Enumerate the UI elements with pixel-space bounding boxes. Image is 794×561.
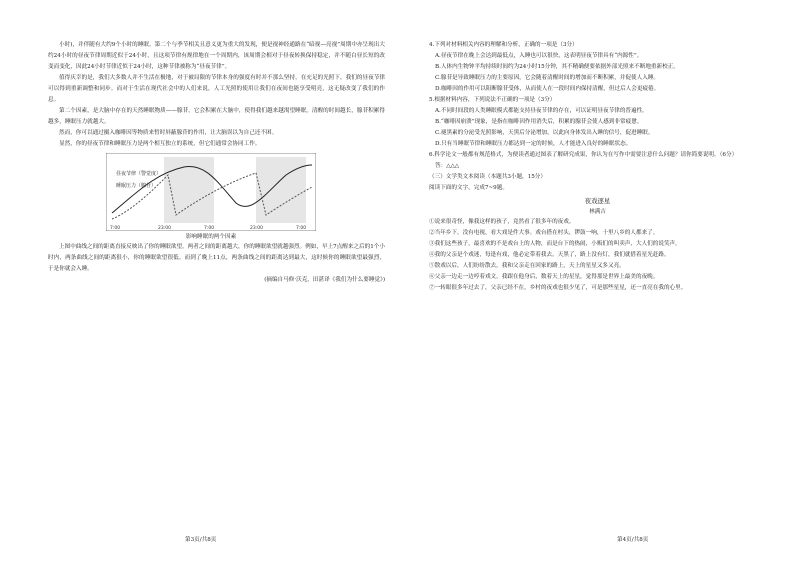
section-heading: （三）文学类文本阅读（本题共3小题，15分）	[429, 174, 546, 180]
question-4-option: D.咖啡因的作用可以阻断腺苷受体，从而使人在一段时间内保持清醒，但过后人会更疲倦。	[435, 86, 660, 92]
story-paragraph: ⑤散戏以后，人们纷纷散去，我和父亲走在回家的路上，天上的星星又多又亮。	[429, 263, 625, 269]
x-tick-label: 23:00	[250, 226, 263, 231]
curve-label-pressure: 睡眠压力（腺苷）	[116, 183, 157, 189]
right-page	[397, 0, 794, 561]
question-4-option: C.腺苷是导致睡眠压力的主要原因，它会随着清醒时间的增加而不断积累，并促使人入睡。	[435, 75, 660, 81]
story-paragraph: ⑥父亲一边走一边哼着戏文，我跟在他身后，数着天上的星星，觉得那是世界上最美的夜晚。	[429, 274, 659, 280]
x-tick-label: 7:00	[296, 226, 307, 231]
body-paragraph: 显然，你的昼夜节律和睡眠压力是两个相互独立的系统，但它们通常会协同工作。	[59, 141, 261, 147]
x-tick-label: 7:00	[110, 226, 121, 231]
sleep-factors-chart	[106, 153, 316, 231]
story-title: 夜戏逐星	[584, 197, 611, 205]
question-5-option: B.“咖啡因崩溃”现象，是指在咖啡因作用消失后，积累的腺苷会使人感到非常疲惫。	[435, 119, 643, 125]
source-citation: (摘编自马修·沃克，田湛译《我们为什么要睡觉》)	[264, 277, 385, 283]
body-paragraph: 第二个因素，是大脑中存在的天然睡眠物质——腺苷。它会积累在大脑中，使得我们越来越渴望睡眠。清醒的时间越长，腺苷积累得越多，睡眠压力就越大。	[48, 108, 385, 125]
story-author: 林满吉	[589, 209, 606, 215]
story-paragraph: ②当年乡下，没有电视，看大戏是件大事。戏台搭在村头，锣鼓一响，十里八乡的人都来了。	[429, 230, 659, 236]
body-paragraph: 然而，你可以通过摄入咖啡因等物质来暂时屏蔽腺苷的作用，让大脑误以为自己还不困。	[59, 130, 278, 136]
question-5-stem: 5.根据材料内容，下列说法不正确的一项是（3分）	[429, 97, 556, 103]
body-paragraph: 上图中曲线之间的距离直接反映出了你的睡眠欲望。两者之间的距离越大，你的睡眠欲望就越强烈。例如，早上7点醒来之后的1个小时内，两条曲线之间的距离很小，你的睡眠欲望很低。而到了晚上11点，两条曲线之间的距离达到最大，这时候你的睡眠欲望最强烈，于是你就会入睡。	[48, 244, 385, 272]
page-number: 第3页/共8页	[185, 537, 217, 543]
night-band	[256, 157, 306, 223]
page-number: 第4页/共8页	[617, 537, 649, 543]
story-paragraph: ④我的父亲是个戏迷，每逢有戏，他必定带着我去。天黑了，路上没有灯，我们就借着星光赶路。	[429, 252, 670, 258]
x-tick-label: 7:00	[204, 226, 215, 231]
story-paragraph: ①说来很奇怪，像我这样的孩子，竟然看了很多年的夜戏。	[429, 219, 575, 225]
question-5-option: A.不同时间段的人类睡眠模式都能支持昼夜节律的存在，可以证明昼夜节律的普遍性。	[435, 108, 648, 114]
figure-caption: 影响睡眠的两个因素	[185, 234, 237, 240]
question-4-option: A.昼夜节律在晚上会达到最低点，入睡也可以很快，这表明昼夜节律具有“内源性”。	[435, 53, 643, 59]
question-6-answer: 答：△△△	[435, 163, 460, 169]
question-4-option: B.人体内生物钟平均持续时间约为24小时15分钟，其不精确便要依据外部光照来不断地重新校正。	[435, 64, 679, 70]
body-paragraph: 值得庆幸的是，我们大多数人并不生活在极地，对于被局限的节律本身的强度有时并不那么坚持，在充足的光照下，我们的昼夜节律可以得到重新调整和同步。而对于生活在现代社会中的人们来说，人工光照的使用让我们在夜间也能享受明亮，这无疑改变了我们的作息。	[48, 75, 385, 103]
story-paragraph: ⑦一转眼很多年过去了，父亲已经不在，乡村的夜戏也很少见了，可是那些星星，还一直亮在我的心里。	[429, 285, 687, 291]
body-paragraph: 小时)，并伴随有大约9个小时的睡眠。第二个与季节相关且意义更为重大的发现，便是视神经通路在“暗视—亮视”周期中亦呈现出大约24小时的昼夜节律周期近似于24小时，且这项节律有规律地在一个周期内，该周期会相对于昼夜转换保持稳定，并不随白昼长短的改变而变化，因此24小时节律近似于24小时，这种节律被称为“昼夜节律”。	[48, 42, 385, 70]
sleep-factors-figure	[106, 153, 316, 240]
question-6-stem: 6.科学论文一般都有规范格式，为便读者通过图表了解研究成果，你认为在写作中需要注意什么问题？请你简要说明。（6分）	[429, 152, 738, 158]
section-instruction: 阅读下面的文字，完成7~9题。	[429, 185, 508, 191]
curve-label-circadian: 昼夜节律（警觉度）	[116, 171, 162, 177]
x-tick-label: 23:00	[158, 226, 171, 231]
question-5-option: C.褪黑素的分泌受光照影响，天黑后分泌增加，以此向身体发出入睡的信号，促进睡眠。	[435, 130, 654, 136]
question-4-stem: 4.下列对材料相关内容的理解和分析，正确的一项是（3分）	[429, 42, 578, 48]
question-5-option: D.只有当睡眠节律和睡眠压力都达到一定的时候，人才能进入良好的睡眠状态。	[435, 141, 632, 147]
story-paragraph: ③我们这些孩子，最喜欢的不是戏台上的人物，而是台下的热闹，小贩们的叫卖声，大人们的说笑声。	[429, 241, 681, 247]
